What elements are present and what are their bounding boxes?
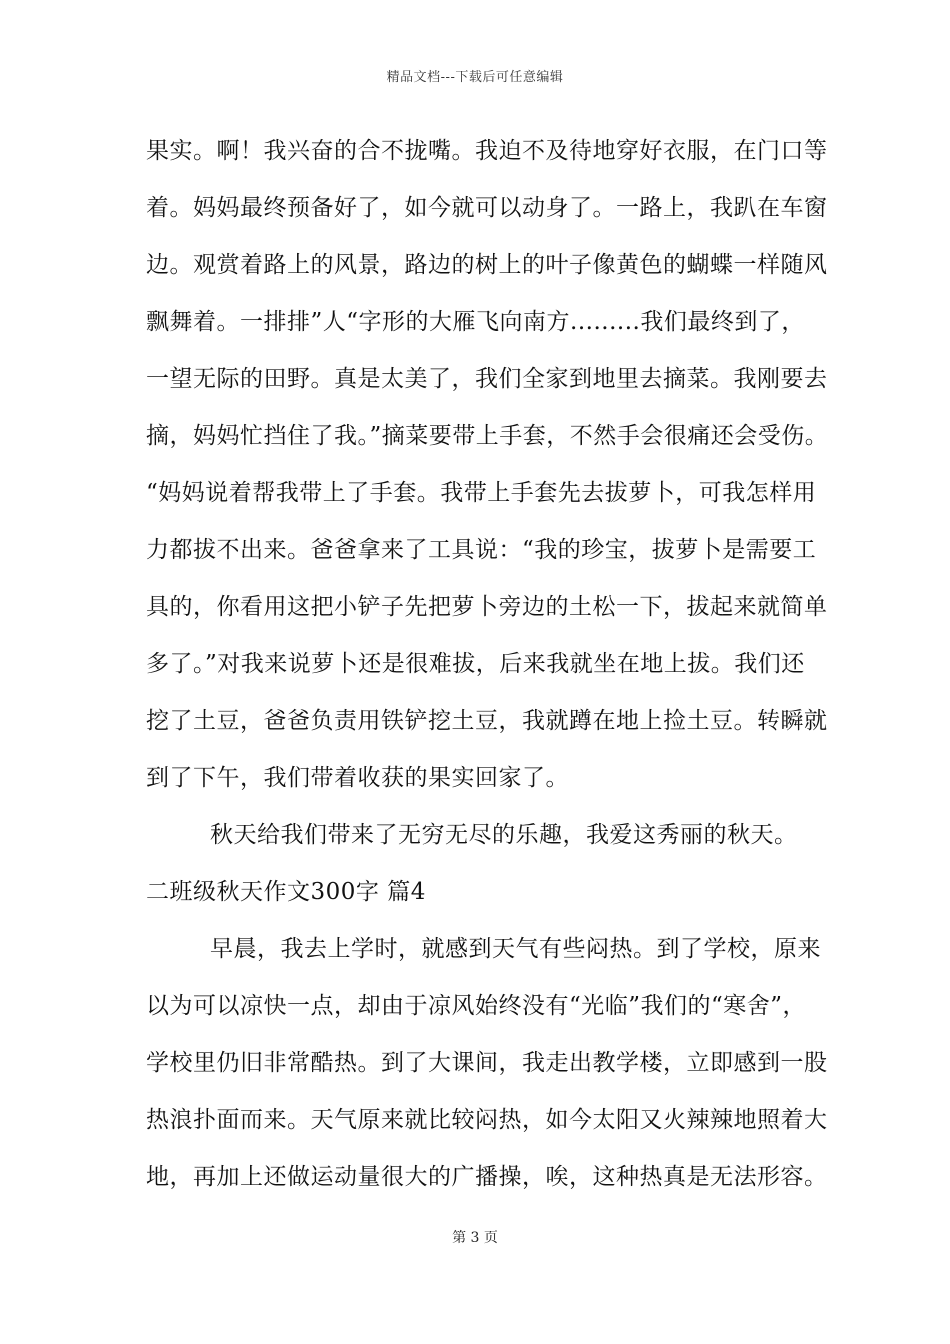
text-line: 力都拔不出来。爸爸拿来了工具说：“我的珍宝，拔萝卜是需要工 [146,537,817,563]
text-line: 具的，你看用这把小铲子先把萝卜旁边的土松一下，拔起来就简单 [146,594,828,620]
text-line: 飘舞着。一排排”人“字形的大雁飞向南方.........我们最终到了， [146,309,805,335]
text-line: 挖了土豆，爸爸负责用铁铲挖土豆，我就蹲在地上捡土豆。转瞬就 [146,708,828,734]
closing-paragraph: 秋天给我们带来了无穷无尽的乐趣，我爱这秀丽的秋天。 [210,822,798,848]
text-line: 地，再加上还做运动量很大的广播操，唉，这种热真是无法形容。 [146,1164,828,1190]
text-line: 到了下午，我们带着收获的果实回家了。 [146,765,569,791]
page-header: 精品文档---下载后可任意编辑 [386,70,564,85]
text-line: 多了。”对我来说萝卜还是很难拔，后来我就坐在地上拔。我们还 [146,651,805,677]
paragraph-start-line: 早晨，我去上学时，就感到天气有些闷热。到了学校，原来 [210,936,821,962]
page-number: 第 3 页 [452,1230,498,1246]
text-line: 一望无际的田野。真是太美了，我们全家到地里去摘菜。我刚要去 [146,366,828,392]
text-line: “妈妈说着帮我带上了手套。我带上手套先去拔萝卜，可我怎样用 [146,480,817,506]
text-line: 学校里仍旧非常酷热。到了大课间，我走出教学楼，立即感到一股 [146,1050,828,1076]
text-line: 摘，妈妈忙挡住了我。”摘菜要带上手套，不然手会很痛还会受伤。 [146,423,829,449]
text-line: 以为可以凉快一点，却由于凉风始终没有“光临”我们的“寒舍”， [146,993,807,1019]
text-line: 边。观赏着路上的风景，路边的树上的叶子像黄色的蝴蝶一样随风 [146,252,828,278]
text-line: 果实。啊！我兴奋的合不拢嘴。我迫不及待地穿好衣服，在门口等 [146,138,828,164]
document-body [146,130,829,1213]
text-line: 热浪扑面而来。天气原来就比较闷热，如今太阳又火辣辣地照着大 [146,1107,828,1133]
text-line: 着。妈妈最终预备好了，如今就可以动身了。一路上，我趴在车窗 [146,195,828,221]
section-heading: 二班级秋天作文300字 篇4 [146,879,426,905]
